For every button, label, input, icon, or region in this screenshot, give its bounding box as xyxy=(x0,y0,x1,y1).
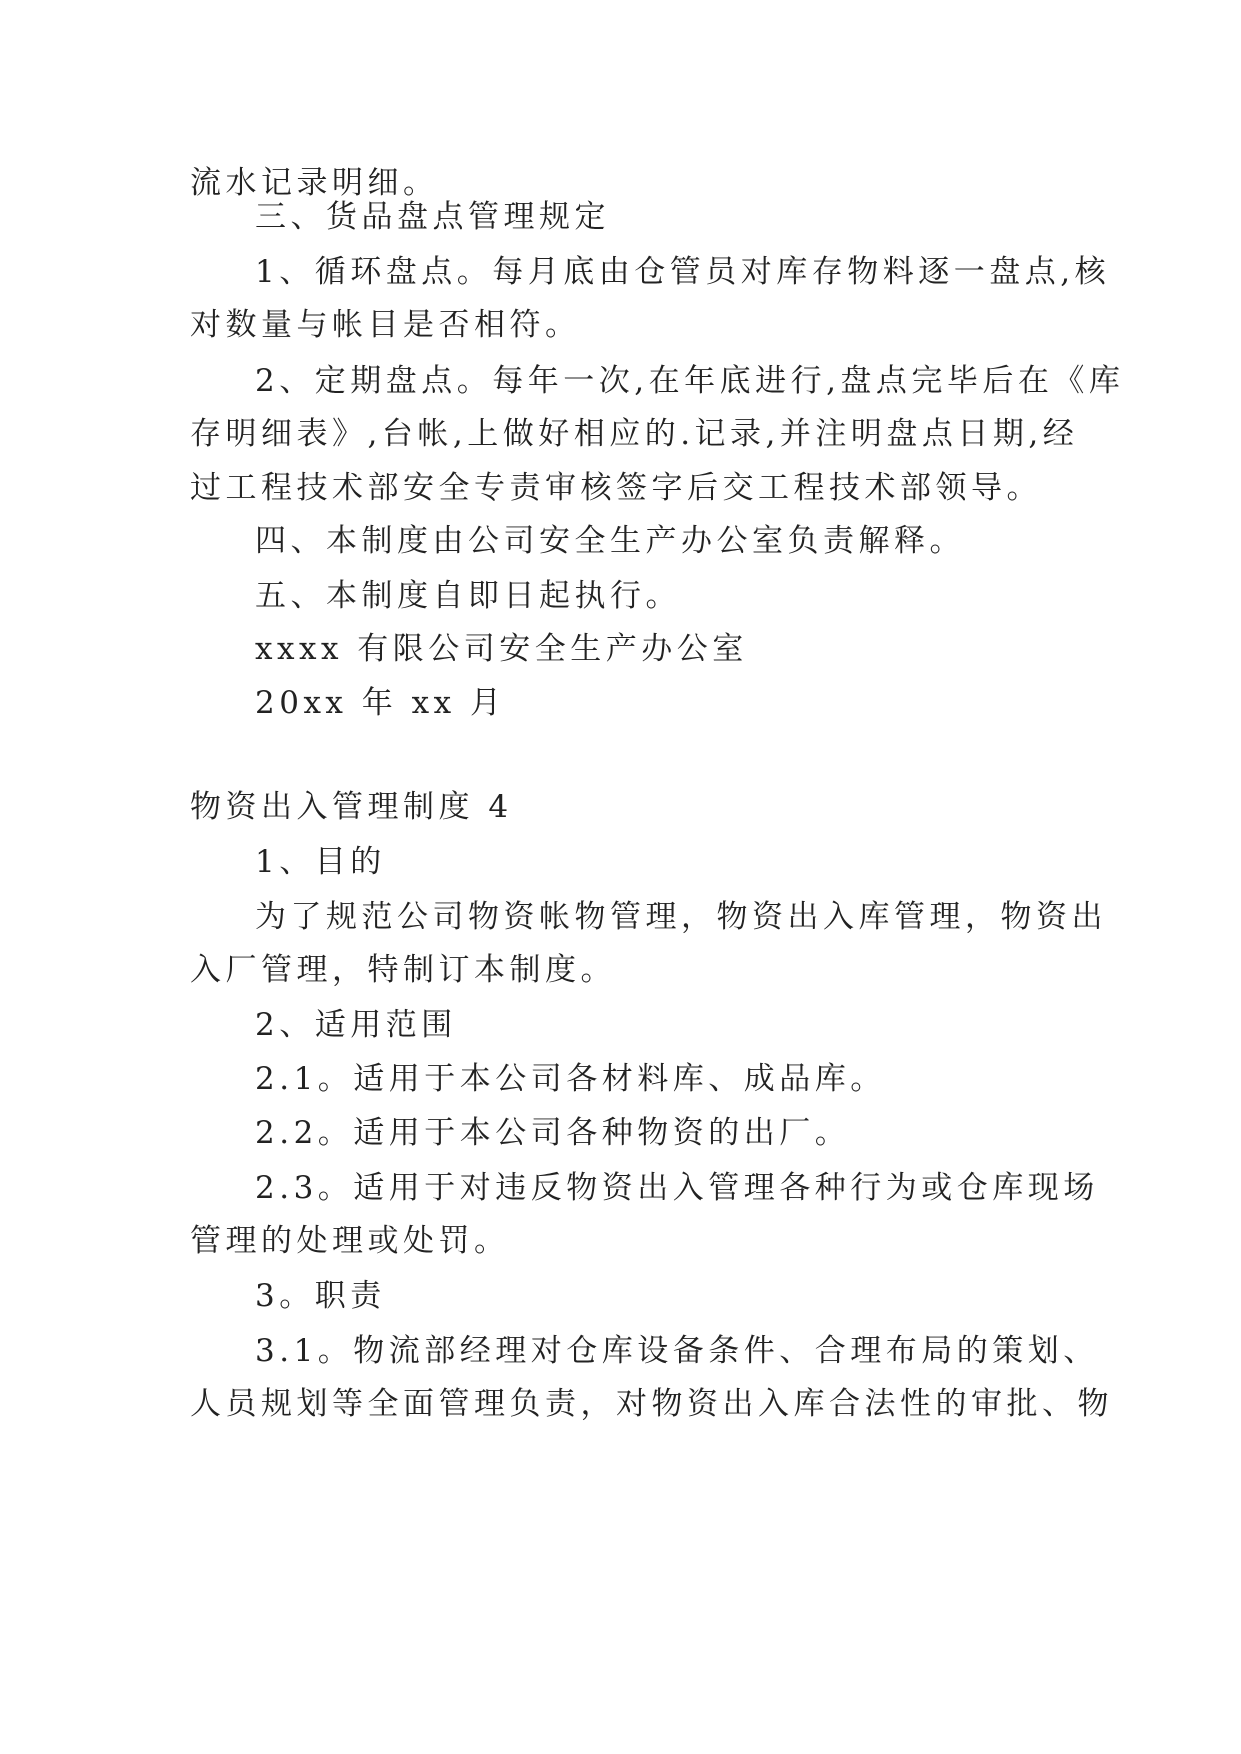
paragraph-line: 为了规范公司物资帐物管理，物资出入库管理，物资出 xyxy=(255,899,1107,935)
signature-date: 20xx 年 xx 月 xyxy=(255,685,506,721)
list-item: 2.2。适用于本公司各种物资的出厂。 xyxy=(255,1115,851,1151)
paragraph-line: 入厂管理，特制订本制度。 xyxy=(190,952,616,988)
signature-organization: xxxx 有限公司安全生产办公室 xyxy=(255,631,748,667)
paragraph-line: 1、循环盘点。每月底由仓管员对库存物料逐一盘点,核 xyxy=(255,254,1111,290)
paragraph-line: 存明细表》,台帐,上做好相应的.记录,并注明盘点日期,经 xyxy=(190,416,1079,452)
paragraph-line: 流水记录明细。 xyxy=(190,165,439,201)
section-heading: 五、本制度自即日起执行。 xyxy=(255,578,681,614)
section-heading: 3。职责 xyxy=(255,1278,386,1314)
list-item: 2.1。适用于本公司各材料库、成品库。 xyxy=(255,1061,886,1097)
paragraph-line: 过工程技术部安全专责审核签字后交工程技术部领导。 xyxy=(190,470,1042,506)
section-heading: 三、货品盘点管理规定 xyxy=(255,199,610,235)
list-item: 2.3。适用于对违反物资出入管理各种行为或仓库现场 xyxy=(255,1170,1099,1206)
paragraph-line: 管理的处理或处罚。 xyxy=(190,1223,510,1259)
paragraph-line: 2、定期盘点。每年一次,在年底进行,盘点完毕后在《库 xyxy=(255,363,1125,399)
paragraph-line: 人员规划等全面管理负责，对物资出入库合法性的审批、物 xyxy=(190,1386,1113,1422)
document-title: 物资出入管理制度 4 xyxy=(190,789,513,825)
section-heading: 2、适用范围 xyxy=(255,1007,457,1043)
paragraph-line: 对数量与帐目是否相符。 xyxy=(190,307,581,343)
section-heading: 1、目的 xyxy=(255,844,386,880)
section-heading: 四、本制度由公司安全生产办公室负责解释。 xyxy=(255,523,965,559)
list-item: 3.1。物流部经理对仓库设备条件、合理布局的策划、 xyxy=(255,1333,1099,1369)
